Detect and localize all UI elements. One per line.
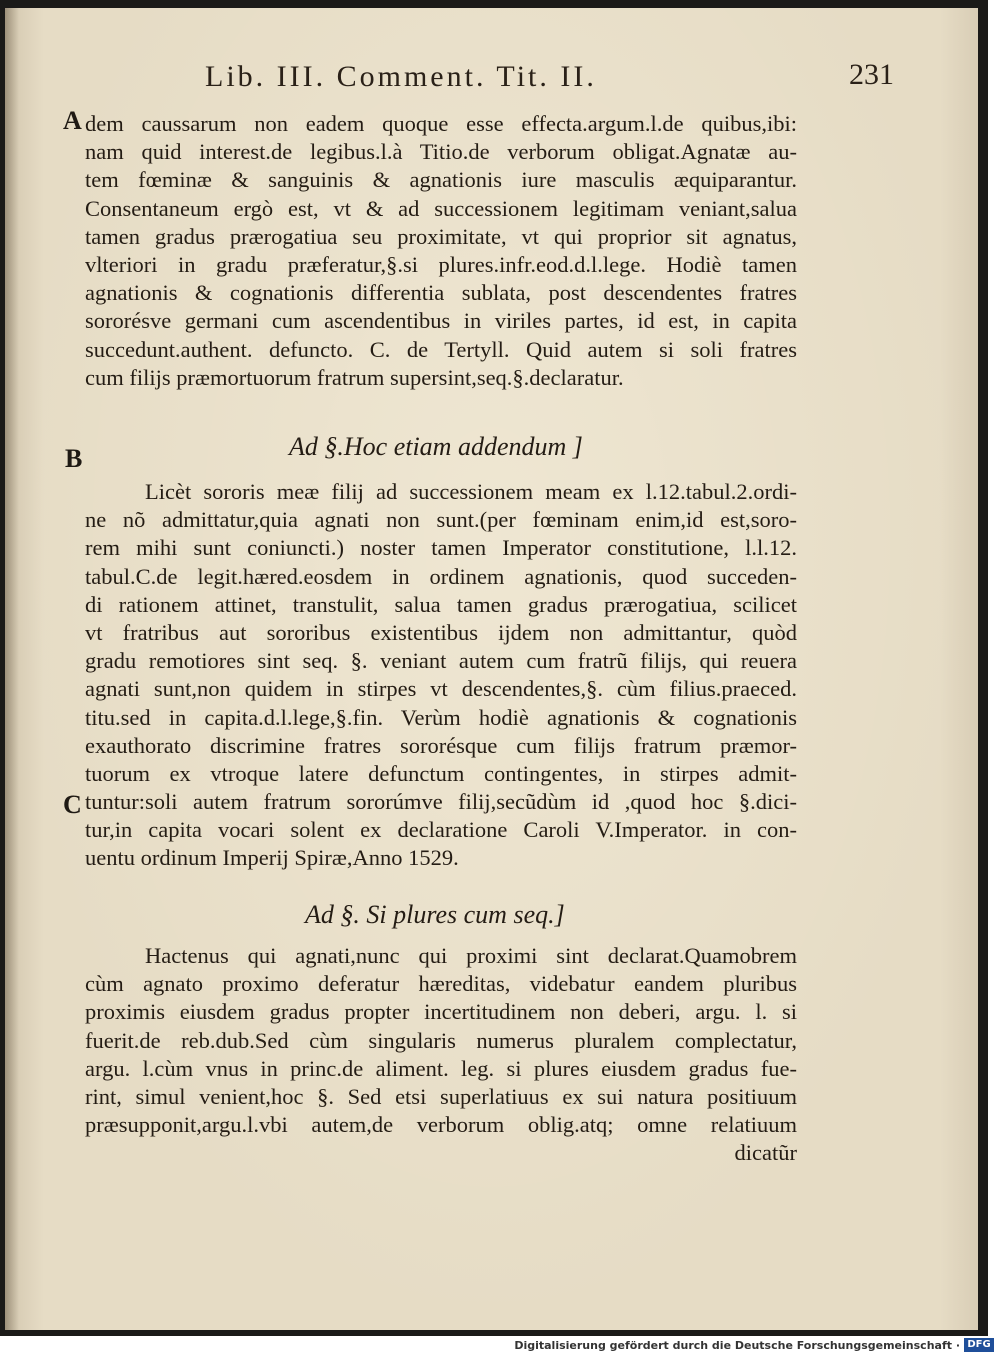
book-page xyxy=(5,8,978,1330)
text-line: succedunt.authent. defuncto. C. de Tertyll. Quid autem si soli fratres xyxy=(85,336,797,362)
text-line: vlteriori in gradu præferatur,§.si plures.infr.eod.d.l.lege. Hodiè tamen xyxy=(85,251,797,277)
text-line: tem fœminæ & sanguinis & agnationis iure masculis æquiparantur. xyxy=(85,167,797,193)
text-line: tur,in capita vocari solent ex declaratione Caroli V.Imperator. in con- xyxy=(85,817,797,843)
text-line: rem mihi sunt coniuncti.) noster tamen Imperator constitutione, l.l.12. xyxy=(85,535,797,561)
text-line: ne nõ admittatur,quia agnati non sunt.(per fœminam enim,id est,soro- xyxy=(85,507,797,533)
text-line: Licèt sororis meæ filij ad successionem meam ex l.12.tabul.2.ordi- xyxy=(145,479,797,504)
digitization-credit: Digitalisierung gefördert durch die Deutsche Forschungsgemeinschaft · xyxy=(514,1339,960,1352)
paragraph-a xyxy=(85,110,797,392)
text-line: sororésve germani cum ascendentibus in viriles partes, id est, in capita xyxy=(85,308,797,334)
text-line: nam quid interest.de legibus.l.à Titio.de verborum obligat.Agnatæ au- xyxy=(85,139,797,165)
text-line: præsupponit,argu.l.vbi autem,de verborum oblig.atq; omne relatiuum xyxy=(85,1112,797,1138)
section-heading-si-plures: Ad §. Si plures cum seq.] xyxy=(305,900,565,929)
margin-letter-c: C xyxy=(63,790,82,819)
text-line: tuorum ex vtroque latere defunctum contingentes, in stirpes admit- xyxy=(85,760,797,786)
text-line: tuntur:soli autem fratrum sororúmve filij,secũdùm id ,quod hoc §.dici- xyxy=(85,789,797,815)
dfg-logo-icon: DFG xyxy=(964,1338,994,1352)
text-line: cùm agnato proximo deferatur hæreditas, videbatur eandem pluribus xyxy=(85,971,797,997)
page-number: 231 xyxy=(849,58,894,91)
gutter-shadow xyxy=(5,8,19,1330)
text-line: vt fratribus aut sororibus existentibus ijdem non admittantur, quòd xyxy=(85,619,797,645)
text-line: di rationem attinet, transtulit, salua tamen gradus prærogatiua, scilicet xyxy=(85,591,797,617)
catchword: dicatũr xyxy=(734,1140,797,1166)
paragraph-b xyxy=(85,478,797,873)
text-line: cum filijs præmortuorum fratrum supersint,seq.§.declaratur. xyxy=(85,364,624,390)
running-head: Lib. III. Comment. Tit. II. xyxy=(205,60,597,93)
text-line: titu.sed in capita.d.l.lege,§.fin. Verùm hodiè agnationis & cognationis xyxy=(85,704,797,730)
text-line: gradu remotiores sint seq. §. veniant autem cum fratrũ filijs, qui reuera xyxy=(85,648,797,674)
section-heading-hoc-etiam: Ad §.Hoc etiam addendum ] xyxy=(289,432,583,461)
text-line: Consentaneum ergò est, vt & ad successionem legitimam veniant,salua xyxy=(85,195,797,221)
text-line: rint, simul venient,hoc §. Sed etsi superlatiuus ex sui natura positiuum xyxy=(85,1083,797,1109)
text-line: fuerit.de reb.dub.Sed cùm singularis numerus pluralem complectatur, xyxy=(85,1027,797,1053)
paragraph-c xyxy=(85,942,797,1168)
text-line: argu. l.cùm vnus in princ.de aliment. leg. si plures eiusdem gradus fue- xyxy=(85,1055,797,1081)
text-line: dem caussarum non eadem quoque esse effecta.argum.l.de quibus,ibi: xyxy=(85,111,797,136)
text-line: agnati sunt,non quidem in stirpes vt descendentes,§. cùm filius.praeced. xyxy=(85,676,797,702)
text-line: tabul.C.de legit.hæred.eosdem in ordinem agnationis, quod succeden- xyxy=(85,563,797,589)
text-line: exauthorato discrimine fratres sororésque cum filijs fratrum præmor- xyxy=(85,732,797,758)
text-line: proximis eiusdem gradus propter incertitudinem non deberi, argu. l. si xyxy=(85,999,797,1025)
margin-letter-a: A xyxy=(63,106,82,135)
text-line: uentu ordinum Imperij Spiræ,Anno 1529. xyxy=(85,845,459,871)
text-line: tamen gradus prærogatiua seu proximitate, vt qui proprior sit agnatus, xyxy=(85,223,797,249)
text-line: agnationis & cognationis differentia sublata, post descendentes fratres xyxy=(85,280,797,306)
margin-letter-b: B xyxy=(65,444,83,473)
text-line: Hactenus qui agnati,nunc qui proximi sint declarat.Quamobrem xyxy=(145,943,797,968)
